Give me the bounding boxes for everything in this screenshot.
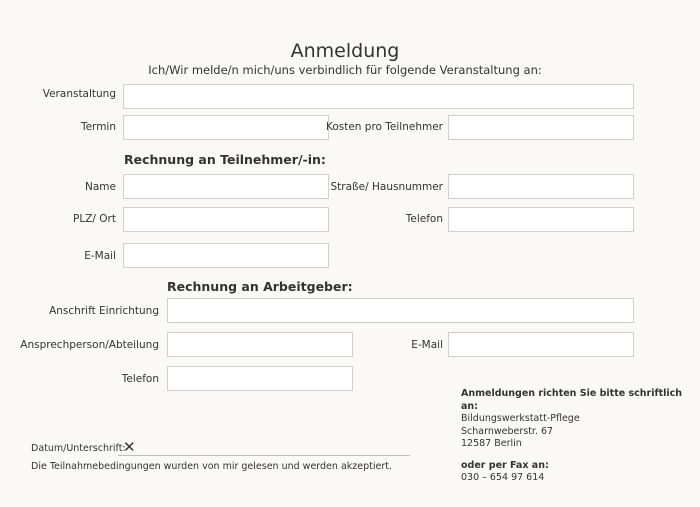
- termin-label: Termin: [80, 121, 116, 133]
- employer-heading: Rechnung an Arbeitgeber:: [167, 279, 353, 294]
- email-input[interactable]: [123, 243, 329, 268]
- signature-cross-icon: ✕: [123, 438, 136, 456]
- employer-telefon-label: Telefon: [121, 373, 159, 385]
- kosten-input[interactable]: [448, 115, 634, 140]
- employer-email-label: E-Mail: [411, 339, 443, 351]
- signature-line[interactable]: [118, 455, 410, 456]
- employer-telefon-input[interactable]: [167, 366, 353, 391]
- anschrift-input[interactable]: [167, 298, 634, 323]
- page-title: Anmeldung: [290, 40, 400, 62]
- signature-label: Datum/Unterschrift:: [31, 443, 126, 454]
- termin-input[interactable]: [123, 115, 329, 140]
- contact-block: [461, 388, 700, 485]
- veranstaltung-label: Veranstaltung: [42, 88, 116, 100]
- contact-street: Scharnweberstr. 67: [461, 425, 554, 437]
- telefon-input[interactable]: [448, 207, 634, 232]
- ansprechperson-input[interactable]: [167, 332, 353, 357]
- anschrift-label: Anschrift Einrichtung: [49, 305, 159, 317]
- ansprechperson-label: Ansprechperson/Abteilung: [20, 339, 159, 351]
- page-subtitle: Ich/Wir melde/n mich/uns verbindlich für folgende Veranstaltung an:: [148, 63, 542, 77]
- fax-heading: oder per Fax an:: [461, 459, 549, 471]
- email-label: E-Mail: [84, 250, 116, 262]
- veranstaltung-input[interactable]: [123, 84, 634, 109]
- kosten-label: Kosten pro Teilnehmer: [325, 121, 443, 133]
- name-label: Name: [85, 181, 116, 193]
- strasse-label: Straße/ Hausnummer: [330, 181, 443, 193]
- telefon-label: Telefon: [405, 213, 443, 225]
- contact-org: Bildungswerkstatt-Pflege: [461, 413, 580, 424]
- name-input[interactable]: [123, 174, 329, 199]
- terms-note: Die Teilnahmebedingungen wurden von mir gelesen und werden akzeptiert.: [31, 461, 392, 472]
- participant-heading: Rechnung an Teilnehmer/-in:: [124, 152, 326, 167]
- contact-heading: Anmeldungen richten Sie bitte schriftlich an:: [461, 388, 683, 412]
- plz-input[interactable]: [123, 207, 329, 232]
- plz-label: PLZ/ Ort: [73, 213, 116, 225]
- strasse-input[interactable]: [448, 174, 634, 199]
- contact-city: 12587 Berlin: [461, 438, 522, 449]
- fax-number: 030 – 654 97 614: [461, 472, 545, 483]
- employer-email-input[interactable]: [448, 332, 634, 357]
